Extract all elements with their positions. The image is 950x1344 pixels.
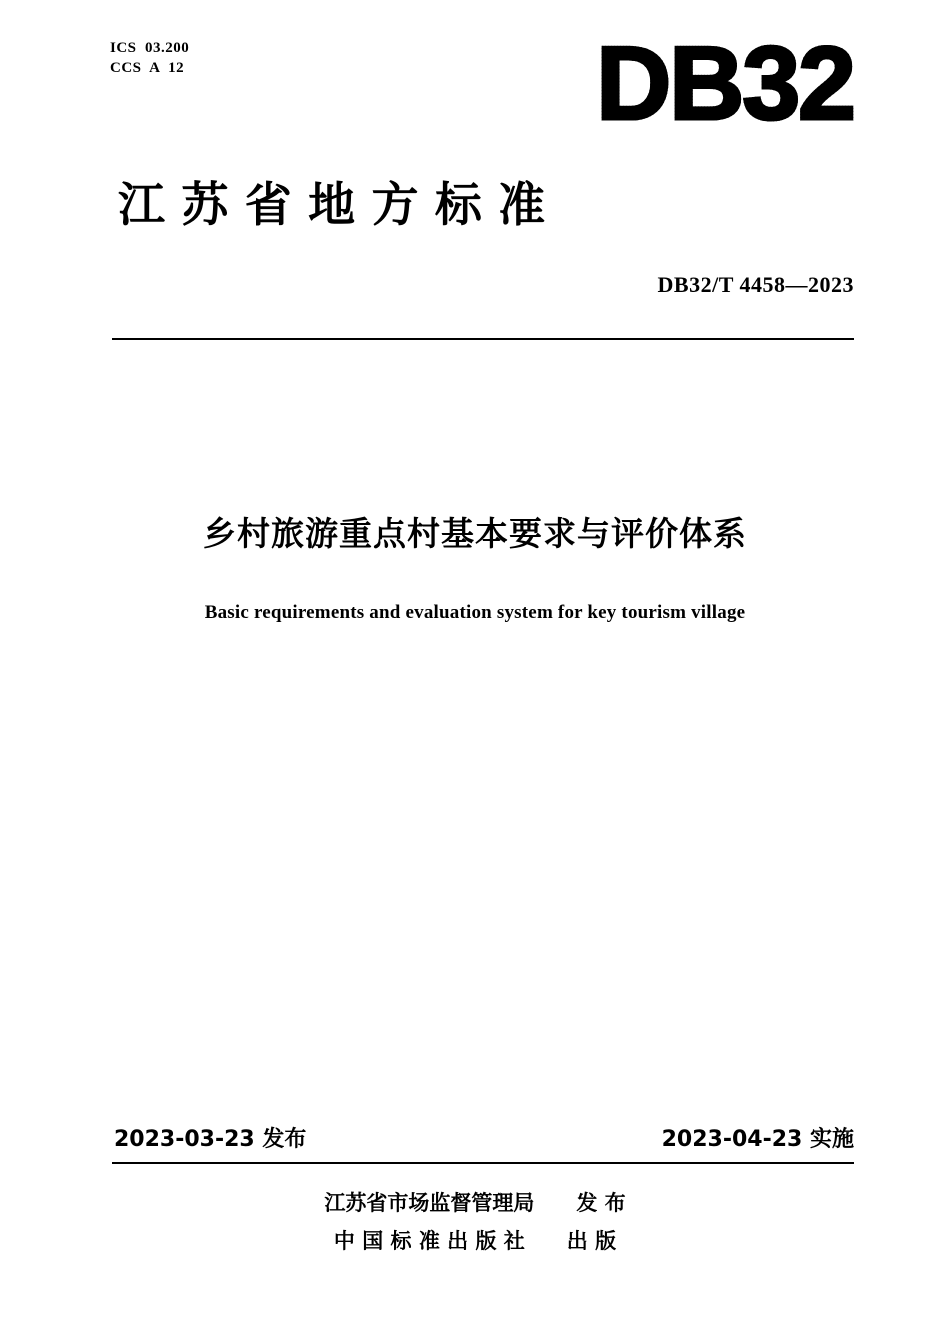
document-title-en: Basic requirements and evaluation system for key tourism village [204,602,746,623]
publisher-authority: 江苏省市场监督管理局 发 布 [324,1191,626,1215]
db32-logo-text: DB32 [596,26,854,142]
publisher-block [0,1184,950,1260]
classification-meta [110,38,189,78]
db32-logo [596,28,854,140]
standard-number: DB32/T 4458—2023 [657,272,854,297]
province-standard-title [118,175,854,237]
ccs-code: CCS A 12 [110,60,185,76]
divider-top [112,338,854,340]
publisher-press: 中 国 标 准 出 版 社 出 版 [333,1229,617,1253]
document-title-cn: 乡村旅游重点村基本要求与评价体系 [203,514,747,553]
province-standard-text: 江 苏 省 地 方 标 准 [118,178,546,233]
ics-code: ICS 03.200 [110,40,190,56]
implementation-date: 2023-04-23 实施 [661,1127,854,1152]
divider-bottom [112,1162,854,1164]
issue-date: 2023-03-23 发布 [114,1127,307,1152]
